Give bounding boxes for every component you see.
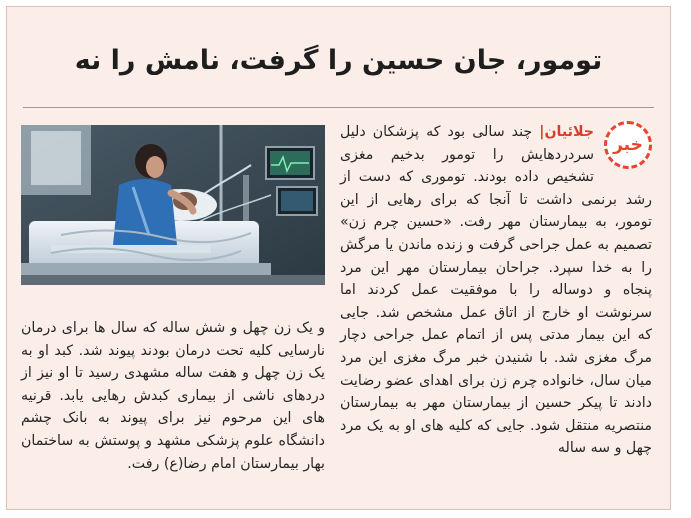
news-badge-label: خبر [613, 135, 643, 155]
author-name: جلائیان| [539, 124, 594, 140]
article-text-left: و یک زن چهل و شش ساله که سال ها برای درمان نارسایی کلیه تحت درمان بودند پیوند شد. کبد او به یک زن چهل و هفت ساله مشهدی رسید تا او نیز از دردهای ناشی از بیماری کبدش رهایی یابد. قرنیه های این مرحوم نیز برای پیوند به بانک چشم دانشگاه علوم پزشکی مشهد و پوستش به ساختمان بهار بیمارستان امام رضا(ع) رفت. [21, 320, 325, 472]
article-title: تومور، جان حسین را گرفت، نامش را نه [74, 45, 603, 76]
hospital-icu-photo-icon [21, 125, 325, 285]
article-column-right [340, 121, 652, 460]
news-article [6, 6, 671, 510]
badge-spacer [594, 121, 652, 179]
hospital-photo [21, 125, 325, 285]
article-column-left [21, 317, 325, 475]
article-text-right: چند سالی بود که پزشکان دلیل سردردهایش را تومور بدخیم مغزی تشخیص داده بودند. توموری که دست از رشد برنمی داشت تا آنجا که برای رهایی از این تومور، به بیمارستان مهر رفت. «حسین چرم زن» تصمیم به عمل جراحی گرفت و زنده ماندن یا مرگش را به خدا سپرد. جراحان بیمارستان مهر این مرد پنجاه و دوساله را با موفقیت عمل کردند اما سرنوشت او خارج از اتاق عمل مشخص شد. جایی که این بیمار مدتی پس از اتمام عمل جراحی دچار مرگ مغزی شد. با شنیدن خبر مرگ مغزی این مرد میان سال، خانواده چرم زن برای اهدای عضو رضایت دادند تا پیکر حسین از بیمارستان مهر به بیمارستان منتصریه منتقل شود. جایی که کلیه های او به یک مرد چهل و سه ساله [340, 124, 652, 457]
title-divider [23, 107, 654, 108]
